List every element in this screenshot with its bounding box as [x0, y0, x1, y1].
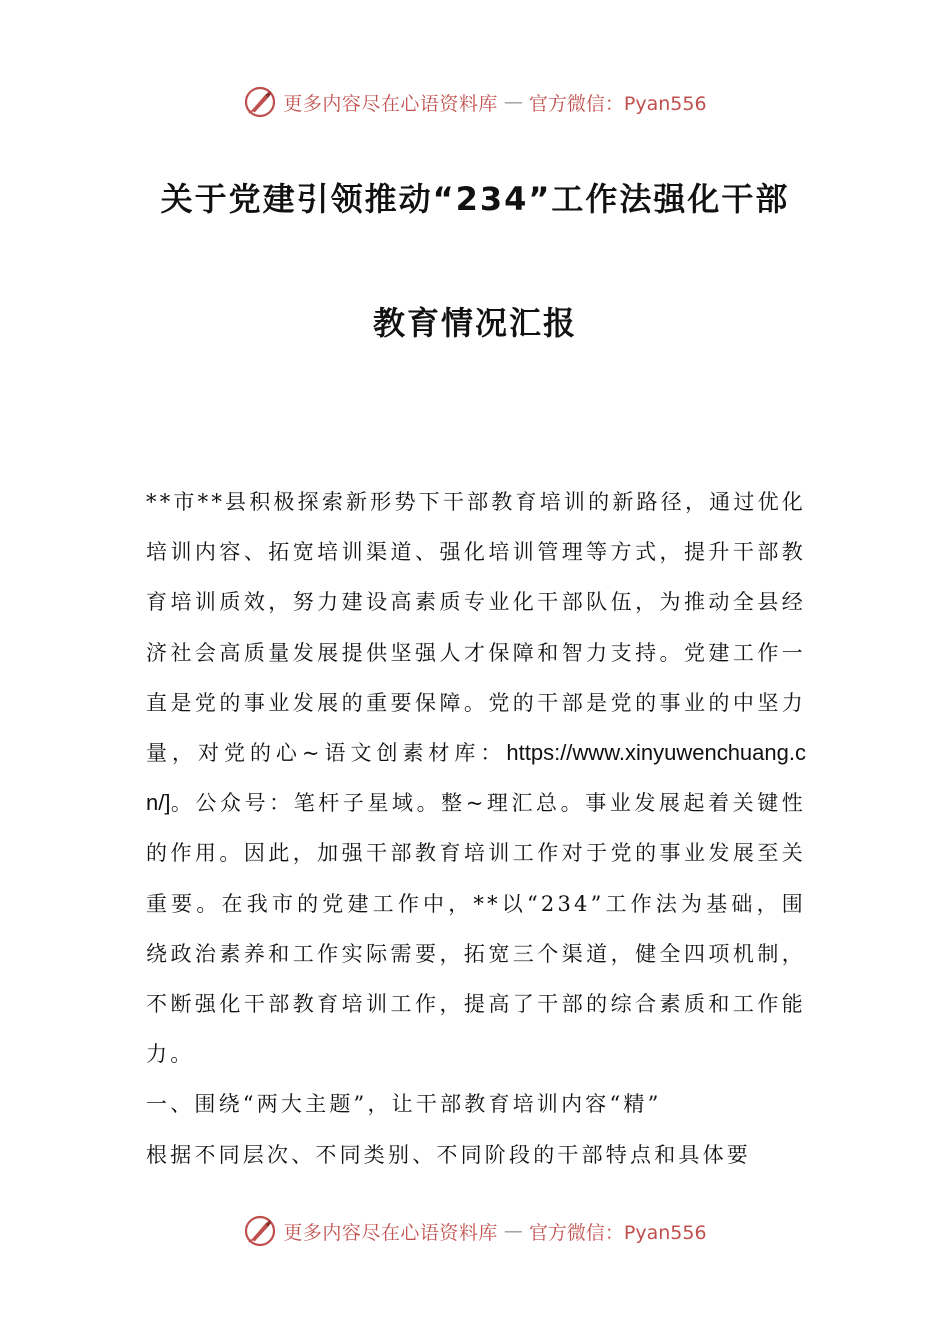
paragraph-1 [146, 477, 806, 1079]
banner-separator: — [503, 91, 523, 113]
document-title-line-2: 教育情况汇报 [372, 304, 577, 342]
footer-banner-wechat-account: 官方微信：Pyan556 [528, 1221, 707, 1244]
header-banner [0, 82, 950, 122]
banner-slogan: 更多内容尽在心语资料库 [283, 92, 498, 115]
document-body [146, 477, 806, 1180]
banner-wechat-account: 官方微信：Pyan556 [528, 92, 707, 115]
quill-pen-logo-icon [243, 1214, 277, 1248]
source-url: https://www.xinyuwenchuang.cn/] [146, 740, 806, 816]
paragraph-1-text-a: **市**县积极探索新形势下干部教育培训的新路径，通过优化培训内容、拓宽培训渠道、强化培训管理等方式，提升干部教育培训质效，努力建设高素质专业化干部队伍，为推动全县经济社会高质量发展提供坚强人才保障和智力支持。党建工作一直是党的事业发展的重要保障。党的干部是党的事业的中坚力量，对党的心~语文创素材库： [146, 490, 806, 766]
paragraph-2: 根据不同层次、不同类别、不同阶段的干部特点和具体要 [146, 1142, 751, 1167]
footer-banner [0, 1211, 950, 1251]
document-title-line-1: 关于党建引领推动“234”工作法强化干部 [160, 180, 790, 218]
quill-pen-logo-icon [243, 85, 277, 119]
section-heading-1: 一、围绕“两大主题”，让干部教育培训内容“精” [146, 1092, 662, 1117]
paragraph-1-text-b: 。公众号：笔杆子星域。整~理汇总。事业发展起着关键性的作用。因此，加强干部教育培训工作对于党的事业发展至关重要。在我市的党建工作中，**以“234”工作法为基础，围绕政治素养和工作实际需要，拓宽三个渠道，健全四项机制，不断强化干部教育培训工作，提高了干部的综合素质和工作能力。 [146, 791, 806, 1067]
footer-banner-separator: — [503, 1220, 523, 1242]
footer-banner-slogan: 更多内容尽在心语资料库 [283, 1221, 498, 1244]
